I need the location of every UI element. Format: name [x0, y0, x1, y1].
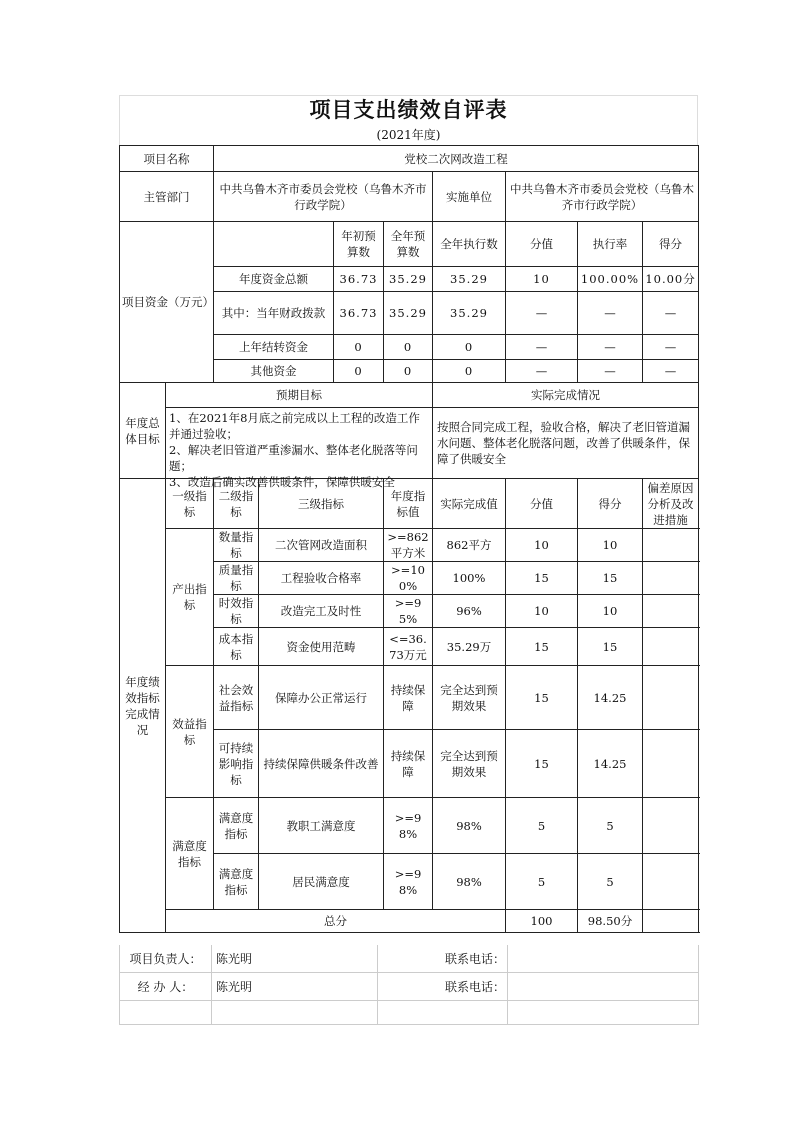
funds-cell: — [578, 360, 643, 383]
target-value: 持续保障 [384, 666, 433, 730]
actual-value: 98% [433, 798, 506, 854]
deviation-note [643, 628, 699, 666]
phone-value [508, 945, 699, 973]
leader-label: 项目负责人： [120, 945, 212, 973]
deviation-note [643, 854, 699, 910]
project-name-value: 党校二次网改造工程 [214, 146, 699, 172]
deviation-note [643, 666, 699, 730]
implementer-value: 中共乌鲁木齐市委员会党校（乌鲁木齐市行政学院） [506, 172, 699, 222]
indicator-header: 年度指标值 [384, 479, 433, 529]
level3-label: 改造完工及时性 [259, 595, 384, 628]
total-label: 总分 [166, 910, 506, 933]
page-title: 项目支出绩效自评表 [309, 97, 508, 122]
actual-value: 862平方 [433, 529, 506, 562]
form-table [119, 145, 699, 933]
funds-header-blank [214, 222, 334, 267]
target-value: >=98% [384, 854, 433, 910]
score-value: 10 [506, 595, 578, 628]
level1-label: 满意度指标 [166, 798, 214, 910]
funds-cell: — [506, 360, 578, 383]
indicator-row [120, 666, 699, 730]
funds-cell: 0 [433, 335, 506, 360]
funds-header: 得分 [643, 222, 699, 267]
signature-table [119, 945, 699, 1025]
score: 10 [578, 595, 643, 628]
funds-header: 分值 [506, 222, 578, 267]
funds-cell: 35.29 [384, 292, 433, 335]
signature-footer [119, 945, 698, 1025]
implementer-label: 实施单位 [433, 172, 506, 222]
funds-cell: — [643, 292, 699, 335]
score: 5 [578, 798, 643, 854]
indicator-header: 得分 [578, 479, 643, 529]
goals-expected-content: 1、在2021年8月底之前完成以上工程的改造工作并通过验收； 2、解决老旧管道严重渗漏水、整体老化脱落等问题； 3、改造后确实改善供暖条件，保障供暖安全 [169, 411, 420, 489]
level2-label: 满意度指标 [214, 798, 259, 854]
total-row [120, 910, 699, 933]
level1-label: 产出指标 [166, 529, 214, 666]
footer-spacer [120, 1001, 212, 1025]
score: 5 [578, 854, 643, 910]
indicators-section-label: 年度绩效指标完成情况 [120, 479, 166, 933]
actual-value: 完全达到预期效果 [433, 730, 506, 798]
funds-header: 执行率 [578, 222, 643, 267]
indicator-row [120, 529, 699, 562]
total-note [643, 910, 699, 933]
target-value: 持续保障 [384, 730, 433, 798]
page-year: (2021年度) [376, 128, 441, 142]
phone-label: 联系电话： [378, 973, 508, 1001]
level1-label: 效益指标 [166, 666, 214, 798]
level2-label: 时效指标 [214, 595, 259, 628]
funds-cell: 0 [433, 360, 506, 383]
handler-name: 陈光明 [212, 973, 378, 1001]
leader-row [120, 945, 699, 973]
footer-spacer [508, 1001, 699, 1025]
level2-label: 满意度指标 [214, 854, 259, 910]
department-label: 主管部门 [120, 172, 214, 222]
funds-row-label: 上年结转资金 [214, 335, 334, 360]
department-value: 中共乌鲁木齐市委员会党校（乌鲁木齐市行政学院） [214, 172, 433, 222]
actual-value: 96% [433, 595, 506, 628]
evaluation-form [119, 95, 698, 933]
level3-label: 居民满意度 [259, 854, 384, 910]
funds-cell: — [506, 335, 578, 360]
goals-header-row [120, 383, 699, 408]
funds-cell: 0 [384, 360, 433, 383]
goals-expected-text [166, 408, 433, 489]
score: 15 [578, 562, 643, 595]
level2-label: 社会效益指标 [214, 666, 259, 730]
funds-cell: 0 [384, 335, 433, 360]
leader-name: 陈光明 [212, 945, 378, 973]
deviation-note [643, 529, 699, 562]
handler-label: 经 办 人： [120, 973, 212, 1001]
funds-cell: 0 [334, 335, 384, 360]
goals-row [120, 408, 699, 479]
indicator-row [120, 798, 699, 854]
level3-label: 教职工满意度 [259, 798, 384, 854]
actual-value: 98% [433, 854, 506, 910]
project-name-label: 项目名称 [120, 146, 214, 172]
level2-label: 数量指标 [214, 529, 259, 562]
goals-actual-label: 实际完成情况 [433, 383, 699, 408]
score-value: 15 [506, 730, 578, 798]
level2-label: 可持续影响指标 [214, 730, 259, 798]
indicator-header: 三级指标 [259, 479, 384, 529]
actual-value: 完全达到预期效果 [433, 666, 506, 730]
score-value: 15 [506, 666, 578, 730]
level3-label: 保障办公正常运行 [259, 666, 384, 730]
funds-header: 全年执行数 [433, 222, 506, 267]
funds-row-label: 其他资金 [214, 360, 334, 383]
funds-cell: — [643, 360, 699, 383]
funds-cell: — [643, 335, 699, 360]
funds-cell: 100.00% [578, 267, 643, 292]
funds-label: 项目资金（万元） [120, 222, 214, 383]
target-value: >=98% [384, 798, 433, 854]
score: 10 [578, 529, 643, 562]
funds-cell: 0 [334, 360, 384, 383]
funds-cell: — [578, 335, 643, 360]
goals-actual-text: 按照合同完成工程，验收合格，解决了老旧管道漏水问题、整体老化脱落问题，改善了供暖条件，保障了供暖安全 [433, 408, 699, 479]
total-value: 100 [506, 910, 578, 933]
score-value: 15 [506, 628, 578, 666]
funds-cell: 35.29 [433, 267, 506, 292]
deviation-note [643, 595, 699, 628]
project-name-row [120, 146, 699, 172]
funds-header: 全年预算数 [384, 222, 433, 267]
actual-value: 100% [433, 562, 506, 595]
funds-cell: — [578, 292, 643, 335]
target-value: >=95% [384, 595, 433, 628]
indicator-header: 偏差原因分析及改进措施 [643, 479, 699, 529]
phone-label: 联系电话： [378, 945, 508, 973]
indicator-header: 分值 [506, 479, 578, 529]
score-value: 10 [506, 529, 578, 562]
level2-label: 质量指标 [214, 562, 259, 595]
target-value: <=36.73万元 [384, 628, 433, 666]
funds-cell: 36.73 [334, 267, 384, 292]
deviation-note [643, 798, 699, 854]
score: 14.25 [578, 666, 643, 730]
level3-label: 二次管网改造面积 [259, 529, 384, 562]
target-value: >=100% [384, 562, 433, 595]
score: 15 [578, 628, 643, 666]
funds-cell: 10 [506, 267, 578, 292]
footer-spacer-row [120, 1001, 699, 1025]
score-value: 15 [506, 562, 578, 595]
phone-value [508, 973, 699, 1001]
score: 14.25 [578, 730, 643, 798]
funds-header: 年初预算数 [334, 222, 384, 267]
target-value: >=862平方米 [384, 529, 433, 562]
footer-spacer [378, 1001, 508, 1025]
department-row [120, 172, 699, 222]
level3-label: 资金使用范畴 [259, 628, 384, 666]
funds-row-label: 其中：当年财政拨款 [214, 292, 334, 335]
handler-row [120, 973, 699, 1001]
indicator-header: 实际完成值 [433, 479, 506, 529]
level3-label: 持续保障供暖条件改善 [259, 730, 384, 798]
actual-value: 35.29万 [433, 628, 506, 666]
goals-label: 年度总体目标 [120, 383, 166, 479]
level2-label: 成本指标 [214, 628, 259, 666]
funds-header-row [120, 222, 699, 267]
score-value: 5 [506, 798, 578, 854]
funds-cell: 10.00分 [643, 267, 699, 292]
level3-label: 工程验收合格率 [259, 562, 384, 595]
total-score: 98.50分 [578, 910, 643, 933]
deviation-note [643, 730, 699, 798]
funds-cell: — [506, 292, 578, 335]
indicator-header: 二级指标 [214, 479, 259, 529]
indicator-header: 一级指标 [166, 479, 214, 529]
funds-cell: 35.29 [433, 292, 506, 335]
funds-row-label: 年度资金总额 [214, 267, 334, 292]
score-value: 5 [506, 854, 578, 910]
funds-cell: 35.29 [384, 267, 433, 292]
footer-spacer [212, 1001, 378, 1025]
deviation-note [643, 562, 699, 595]
funds-cell: 36.73 [334, 292, 384, 335]
goals-expected-label: 预期目标 [166, 383, 433, 408]
